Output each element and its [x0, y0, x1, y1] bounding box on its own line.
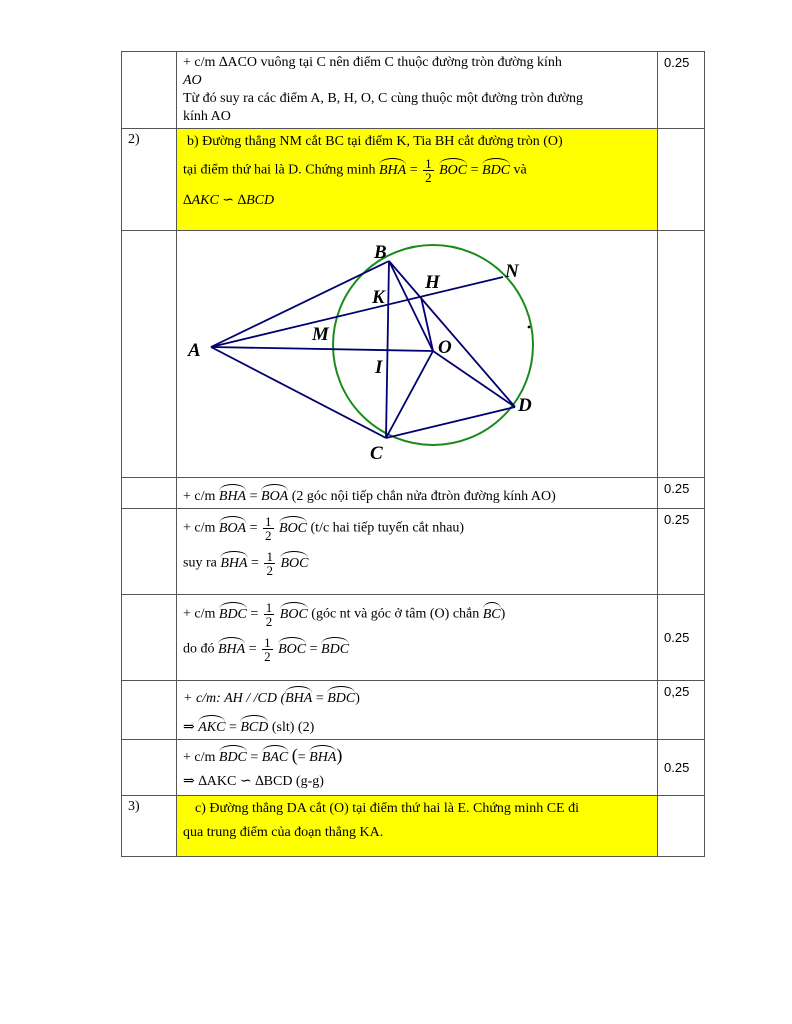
fraction-half	[262, 636, 273, 663]
row7-line2: ⇒ ∆AKC ∽ ∆BCD (g-g)	[183, 774, 324, 789]
table-row	[122, 796, 705, 857]
fraction-numerator: 1	[425, 156, 432, 171]
row-number-cell	[122, 681, 177, 740]
fraction-half	[423, 157, 434, 184]
text-parallel: + c/m: AH / /CD (	[183, 691, 286, 706]
row-number-cell: 2)	[122, 129, 177, 231]
arc-akc: AKC	[198, 716, 225, 737]
question-and: và	[513, 162, 527, 178]
solution-table	[121, 51, 705, 857]
label-c: C	[370, 443, 383, 464]
label-d: D	[518, 395, 532, 416]
row7-line1: + c/m BDC = BAC (= BHA)	[183, 745, 343, 765]
row4-line2: suy ra BHA = $\frac{1}{2}$ BOC	[183, 549, 309, 578]
arc-boa: BOA	[219, 517, 246, 538]
question3-line1: c) Đường thẳng DA cắt (O) tại điểm thứ hai là E. Chứng minh CE đi	[195, 801, 579, 816]
row6-line1: + c/m: AH / /CD (BHA = BDC)	[183, 687, 651, 708]
table-row	[122, 681, 705, 740]
row1-line1: + c/m ∆ACO vuông tại C nên điểm C thuộc đường tròn đường kính	[183, 55, 562, 70]
question-line3: ∆AKC ∽ ∆BCD	[183, 193, 275, 208]
stray-point	[528, 326, 531, 329]
figure-cell	[177, 231, 658, 478]
content-cell	[177, 595, 658, 681]
label-i: I	[375, 357, 383, 378]
content-cell	[177, 681, 658, 740]
fraction-half	[264, 550, 275, 577]
text-cm: + c/m	[183, 750, 216, 765]
text-cm: + c/m	[183, 520, 216, 536]
row-number-cell	[122, 52, 177, 129]
label-a: A	[188, 340, 201, 361]
row5-line1: + c/m BDC = $\frac{1}{2}$ BOC (góc nt và góc ở tâm (O) chắn BC)	[183, 600, 506, 629]
content-cell	[177, 509, 658, 595]
close-paren: )	[355, 691, 360, 706]
arc-bha: BHA	[220, 552, 247, 573]
arc-boc: BOC	[278, 638, 306, 659]
table-row	[122, 740, 705, 796]
table-row	[122, 129, 705, 231]
row6-line2: ⇒ AKC = BCD (slt) (2)	[183, 716, 651, 737]
label-h: H	[425, 272, 440, 293]
question-cell	[177, 129, 658, 231]
text-cm: + c/m	[183, 606, 216, 622]
score-cell	[658, 231, 705, 478]
row-number-cell: 3)	[122, 796, 177, 857]
arc-boc: BOC	[279, 517, 307, 538]
fraction-denominator: 2	[264, 649, 271, 664]
score-cell	[658, 129, 705, 231]
arc-bdc: BDC	[482, 159, 510, 180]
score-cell: 0.25	[658, 595, 705, 681]
arc-boc: BOC	[280, 552, 308, 573]
question-cell	[177, 796, 658, 857]
row6-reason: (slt) (2)	[271, 720, 315, 735]
table-row	[122, 478, 705, 509]
row-number-cell	[122, 740, 177, 796]
question-text: tại điểm thứ hai là D. Chứng minh	[183, 162, 376, 178]
arc-boc: BOC	[439, 159, 467, 180]
content-cell	[177, 740, 658, 796]
fraction-half	[263, 515, 274, 542]
fraction-denominator: 2	[425, 170, 432, 185]
arc-bha: BHA	[219, 485, 246, 506]
question-line2: tại điểm thứ hai là D. Chứng minh BHA = $\frac{1}{2}$ BOC = BDC và	[183, 156, 527, 185]
content-cell	[177, 478, 658, 509]
fraction-numerator: 1	[266, 549, 273, 564]
row-number-cell	[122, 478, 177, 509]
figure-lines	[211, 261, 515, 438]
implies-symbol: ⇒	[183, 720, 195, 735]
table-row	[122, 595, 705, 681]
label-o: O	[438, 337, 452, 358]
score-cell: 0.25	[658, 52, 705, 129]
close-paren: )	[500, 606, 506, 622]
row3-line1: + c/m BHA = BOA (2 góc nội tiếp chắn nửa đtròn đường kính AO)	[183, 485, 651, 506]
label-b: B	[374, 242, 387, 263]
fraction-numerator: 1	[265, 514, 272, 529]
label-k: K	[372, 287, 385, 308]
row-number-cell	[122, 595, 177, 681]
label-m: M	[312, 324, 329, 345]
text-cm: + c/m	[183, 489, 216, 504]
label-n: N	[505, 261, 519, 282]
arc-bc: BC	[483, 603, 501, 624]
text-suy-ra: suy ra	[183, 555, 217, 571]
arc-bha: BHA	[379, 159, 406, 180]
row5-line2: do đó BHA = $\frac{1}{2}$ BOC = BDC	[183, 635, 350, 664]
score-cell	[658, 796, 705, 857]
arc-bha: BHA	[309, 746, 336, 767]
row1-line3: Từ đó suy ra các điểm A, B, H, O, C cùng thuộc một đường tròn đường	[183, 91, 583, 106]
fraction-denominator: 2	[265, 528, 272, 543]
table-row	[122, 509, 705, 595]
score-cell: 0.25	[658, 740, 705, 796]
row4-reason: (t/c hai tiếp tuyến cắt nhau)	[310, 520, 465, 536]
question-line1: b) Đường thẳng NM cắt BC tại điểm K, Tia BH cắt đường tròn (O)	[187, 134, 563, 149]
arc-bha: BHA	[285, 687, 312, 708]
fraction-denominator: 2	[266, 563, 273, 578]
arc-boc: BOC	[280, 603, 308, 624]
geometry-figure	[177, 231, 657, 471]
content-cell	[177, 52, 658, 129]
table-row	[122, 52, 705, 129]
arc-bha: BHA	[218, 638, 245, 659]
text-do-do: do đó	[183, 641, 215, 657]
arc-bdc: BDC	[219, 746, 247, 767]
row-number-cell	[122, 231, 177, 478]
arc-bcd: BCD	[240, 716, 268, 737]
row1-line2: AO	[183, 73, 202, 88]
table-row	[122, 231, 705, 478]
row-number-cell	[122, 509, 177, 595]
arc-bac: BAC	[262, 746, 288, 767]
row1-line4: kính AO	[183, 109, 231, 124]
arc-bdc: BDC	[321, 638, 349, 659]
fraction-half	[264, 601, 275, 628]
fraction-numerator: 1	[265, 600, 273, 615]
question3-line2: qua trung điểm của đoạn thẳng KA.	[183, 825, 384, 840]
score-cell: 0.25	[658, 509, 705, 595]
score-cell: 0.25	[658, 478, 705, 509]
score-cell: 0,25	[658, 681, 705, 740]
arc-bdc: BDC	[219, 603, 247, 624]
row4-line1: + c/m BOA = $\frac{1}{2}$ BOC (t/c hai tiếp tuyến cắt nhau)	[183, 514, 465, 543]
arc-boa: BOA	[261, 485, 288, 506]
row3-reason: (2 góc nội tiếp chắn nửa đtròn đường kính AO)	[291, 489, 556, 504]
fraction-denominator: 2	[265, 614, 273, 629]
arc-bdc: BDC	[327, 687, 355, 708]
fraction-numerator: 1	[264, 635, 271, 650]
row5-reason: (góc nt và góc ở tâm (O) chắn	[311, 606, 480, 622]
